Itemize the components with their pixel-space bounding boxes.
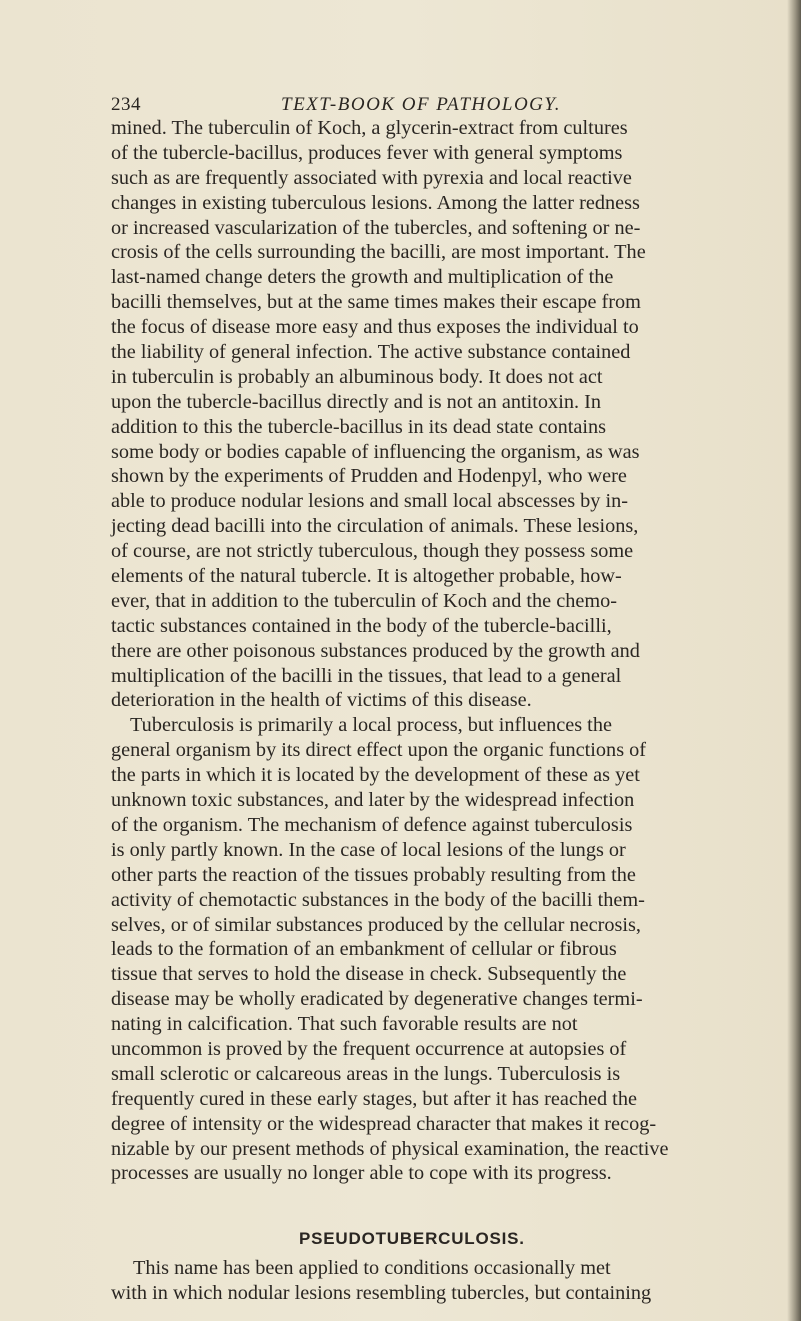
section-text [111,1256,771,1306]
text-line: the parts in which it is located by the development of these as yet [111,764,640,787]
text-line: shown by the experiments of Prudden and Hodenpyl, who were [111,465,627,488]
text-line: there are other poisonous substances produced by the growth and [111,639,640,662]
text-line: tactic substances contained in the body of the tubercle-bacilli, [111,614,612,637]
text-line: general organism by its direct effect upon the organic functions of [111,739,647,762]
text-line: disease may be wholly eradicated by degenerative changes termi- [111,988,643,1011]
text-line: the focus of disease more easy and thus exposes the individual to [111,316,639,339]
page-edge-shadow [787,0,801,1321]
text-line: is only partly known. In the case of local lesions of the lungs or [111,838,626,861]
text-line: in tuberculin is probably an albuminous body. It does not act [111,365,603,388]
text-line: tissue that serves to hold the disease in check. Subsequently the [111,963,627,986]
text-line: crosis of the cells surrounding the bacilli, are most important. The [111,241,646,264]
text-line: nating in calcification. That such favorable results are not [111,1013,578,1036]
text-line: addition to this the tubercle-bacillus in its dead state contains [111,415,607,438]
text-line: changes in existing tuberculous lesions. Among the latter redness [111,191,640,214]
body-text [111,116,771,1186]
text-line: bacilli themselves, but at the same times makes their escape from [111,291,641,314]
text-line: able to produce nodular lesions and small local abscesses by in- [111,490,629,513]
section-heading: PSEUDOTUBERCULOSIS. [299,1229,525,1248]
text-line: small sclerotic or calcareous areas in the lungs. Tuberculosis is [111,1062,621,1085]
text-line: unknown toxic substances, and later by the widespread infection [111,789,635,812]
text-line: Tuberculosis is primarily a local process, but influences the [130,714,612,737]
text-line: last-named change deters the growth and multiplication of the [111,266,614,289]
section-text-line: This name has been applied to conditions occasionally met [133,1257,611,1279]
text-line: nizable by our present methods of physical examination, the reactive [111,1137,669,1160]
text-line: ever, that in addition to the tuberculin of Koch and the chemo- [111,589,618,612]
text-line: multiplication of the bacilli in the tissues, that lead to a general [111,664,622,687]
running-title: TEXT-BOOK OF PATHOLOGY. [281,94,561,115]
text-line: leads to the formation of an embankment of cellular or fibrous [111,938,617,961]
page-number: 234 [111,94,141,115]
text-line: frequently cured in these early stages, but after it has reached the [111,1087,637,1110]
text-line: activity of chemotactic substances in the body of the bacilli them- [111,888,645,911]
text-line: processes are usually no longer able to cope with its progress. [111,1162,612,1185]
text-line: uncommon is proved by the frequent occurrence at autopsies of [111,1037,627,1060]
text-line: selves, or of similar substances produced by the cellular necrosis, [111,913,641,936]
text-line: of the organism. The mechanism of defence against tuberculosis [111,813,633,836]
text-line: of course, are not strictly tuberculous, though they possess some [111,540,634,563]
text-line: such as are frequently associated with pyrexia and local reactive [111,166,632,189]
text-line: elements of the natural tubercle. It is altogether probable, how- [111,565,622,588]
text-line: deterioration in the health of victims of this disease. [111,689,532,712]
section-text-line: with in which nodular lesions resembling tubercles, but containing [111,1281,652,1304]
text-line: the liability of general infection. The active substance contained [111,341,631,364]
text-line: other parts the reaction of the tissues probably resulting from the [111,863,636,886]
text-line: degree of intensity or the widespread character that makes it recog- [111,1112,657,1135]
text-line: of the tubercle-bacillus, produces fever with general symptoms [111,141,623,164]
text-line: or increased vascularization of the tubercles, and softening or ne- [111,216,641,239]
text-line: some body or bodies capable of influencing the organism, as was [111,440,640,463]
text-line: mined. The tuberculin of Koch, a glycerin-extract from cultures [111,117,628,139]
text-line: upon the tubercle-bacillus directly and is not an antitoxin. In [111,390,601,413]
text-line: jecting dead bacilli into the circulation of animals. These lesions, [111,515,639,538]
